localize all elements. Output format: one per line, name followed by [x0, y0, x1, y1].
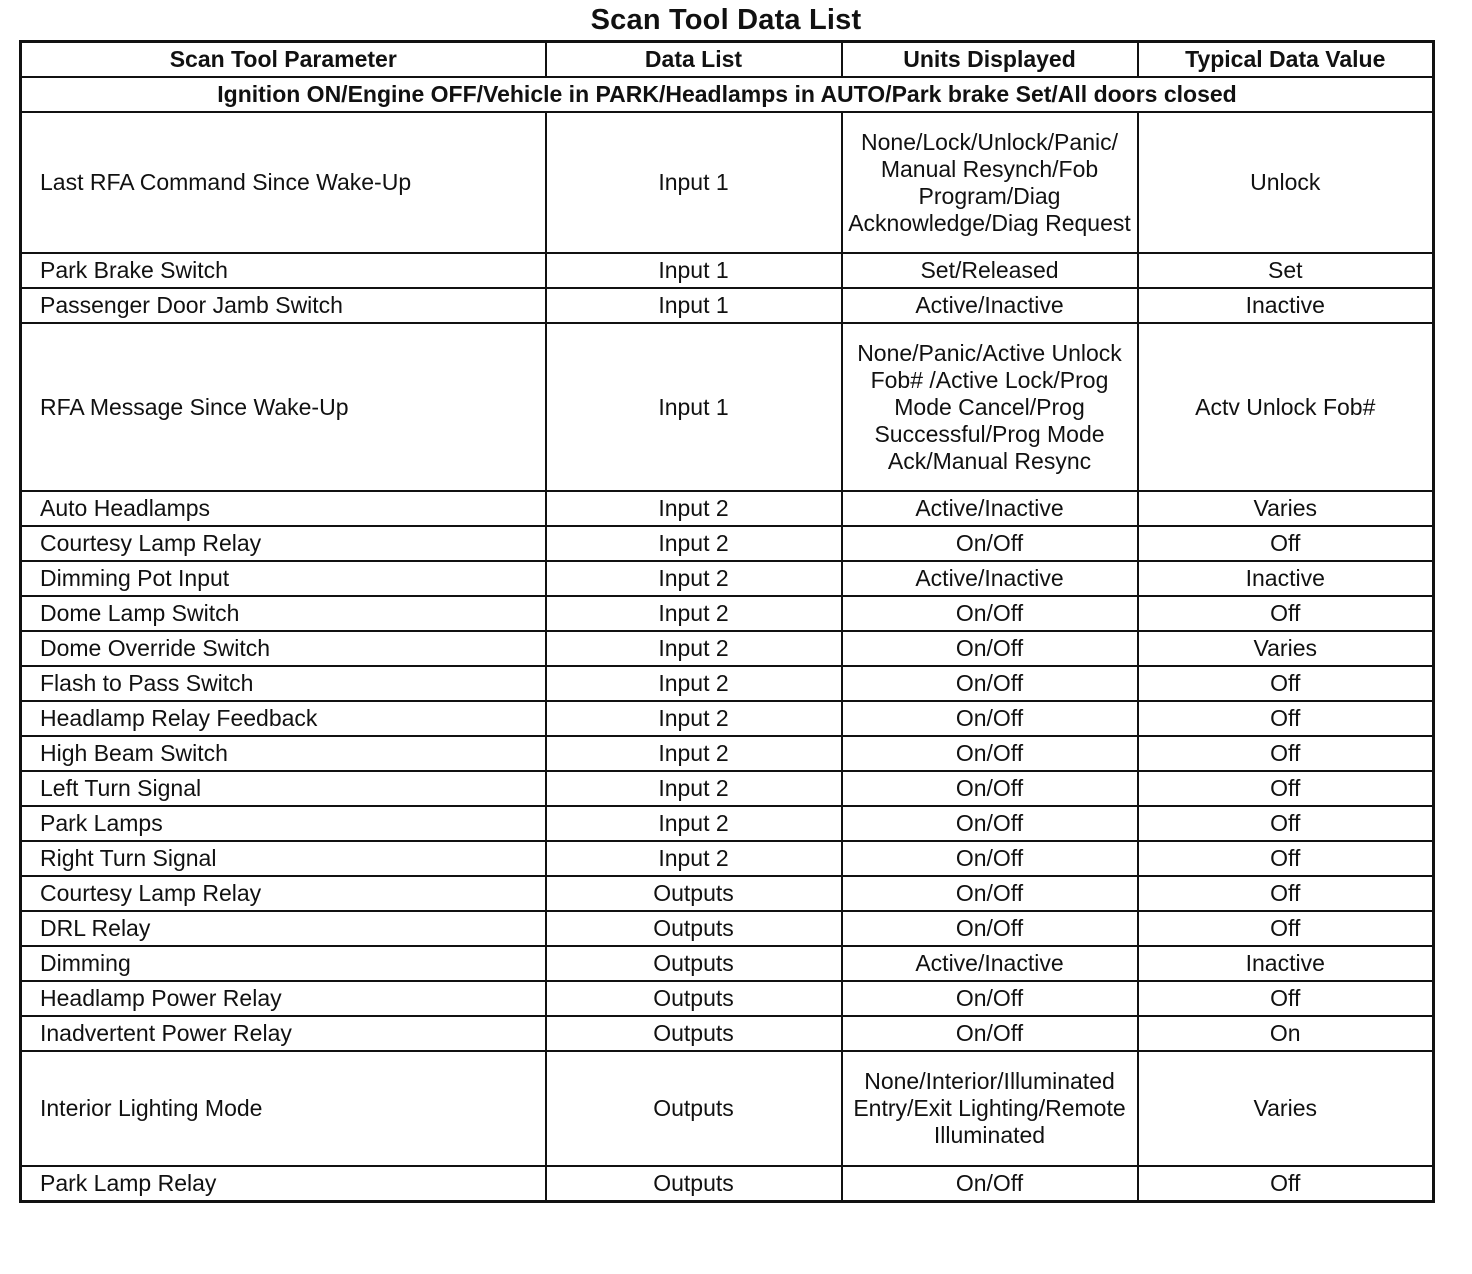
units-cell: On/Off: [842, 1016, 1138, 1051]
typical-value-cell: Varies: [1138, 1051, 1434, 1166]
table-row: [21, 876, 1434, 911]
parameter-cell: Flash to Pass Switch: [21, 666, 546, 701]
units-cell: On/Off: [842, 841, 1138, 876]
parameter-cell: Park Lamps: [21, 806, 546, 841]
data-list-cell: Outputs: [546, 1166, 842, 1202]
units-cell: Active/Inactive: [842, 561, 1138, 596]
parameter-cell: Dome Lamp Switch: [21, 596, 546, 631]
typical-value-cell: Set: [1138, 253, 1434, 288]
data-list-cell: Input 2: [546, 841, 842, 876]
units-cell: Active/Inactive: [842, 946, 1138, 981]
data-list-cell: Input 1: [546, 288, 842, 323]
parameter-cell: Left Turn Signal: [21, 771, 546, 806]
parameter-cell: Courtesy Lamp Relay: [21, 876, 546, 911]
table-row: [21, 491, 1434, 526]
units-cell: On/Off: [842, 806, 1138, 841]
parameter-cell: Courtesy Lamp Relay: [21, 526, 546, 561]
typical-value-cell: Inactive: [1138, 288, 1434, 323]
parameter-cell: Dimming: [21, 946, 546, 981]
header-row: [21, 42, 1434, 78]
data-list-cell: Outputs: [546, 981, 842, 1016]
data-list-cell: Input 2: [546, 561, 842, 596]
test-conditions: Ignition ON/Engine OFF/Vehicle in PARK/Headlamps in AUTO/Park brake Set/All doors closed: [21, 77, 1434, 112]
parameter-cell: Dimming Pot Input: [21, 561, 546, 596]
units-cell: Active/Inactive: [842, 288, 1138, 323]
typical-value-cell: On: [1138, 1016, 1434, 1051]
units-cell: On/Off: [842, 736, 1138, 771]
typical-value-cell: Off: [1138, 701, 1434, 736]
parameter-cell: Inadvertent Power Relay: [21, 1016, 546, 1051]
parameter-cell: Auto Headlamps: [21, 491, 546, 526]
typical-value-cell: Varies: [1138, 491, 1434, 526]
parameter-cell: Park Brake Switch: [21, 253, 546, 288]
data-list-cell: Input 2: [546, 491, 842, 526]
table-row: [21, 981, 1434, 1016]
units-cell: Set/Released: [842, 253, 1138, 288]
table-row: [21, 596, 1434, 631]
table-row: [21, 1051, 1434, 1166]
parameter-cell: Dome Override Switch: [21, 631, 546, 666]
data-list-cell: Input 2: [546, 596, 842, 631]
typical-value-cell: Actv Unlock Fob#: [1138, 323, 1434, 491]
units-cell: On/Off: [842, 911, 1138, 946]
units-cell: On/Off: [842, 596, 1138, 631]
data-list-cell: Outputs: [546, 1051, 842, 1166]
data-list-cell: Input 2: [546, 701, 842, 736]
table-row: [21, 701, 1434, 736]
table-row: [21, 911, 1434, 946]
data-list-cell: Input 2: [546, 736, 842, 771]
data-list-cell: Outputs: [546, 911, 842, 946]
units-cell: On/Off: [842, 1166, 1138, 1202]
units-cell: None/Panic/Active Unlock Fob# /Active Lock/Prog Mode Cancel/Prog Successful/Prog Mode Ack/Manual Resync: [842, 323, 1138, 491]
parameter-cell: RFA Message Since Wake-Up: [21, 323, 546, 491]
typical-value-cell: Unlock: [1138, 112, 1434, 253]
typical-value-cell: Off: [1138, 596, 1434, 631]
data-list-cell: Input 1: [546, 112, 842, 253]
data-list-cell: Input 2: [546, 666, 842, 701]
data-list-cell: Input 2: [546, 806, 842, 841]
typical-value-cell: Off: [1138, 911, 1434, 946]
typical-value-cell: Off: [1138, 666, 1434, 701]
table-row: [21, 323, 1434, 491]
typical-value-cell: Off: [1138, 806, 1434, 841]
table-row: [21, 771, 1434, 806]
data-list-cell: Input 1: [546, 323, 842, 491]
data-list-cell: Outputs: [546, 876, 842, 911]
typical-value-cell: Off: [1138, 771, 1434, 806]
table-row: [21, 1016, 1434, 1051]
units-cell: None/Interior/Illuminated Entry/Exit Lighting/Remote Illuminated: [842, 1051, 1138, 1166]
units-cell: On/Off: [842, 666, 1138, 701]
units-cell: On/Off: [842, 771, 1138, 806]
units-cell: On/Off: [842, 631, 1138, 666]
table-row: [21, 526, 1434, 561]
parameter-cell: DRL Relay: [21, 911, 546, 946]
typical-value-cell: Inactive: [1138, 561, 1434, 596]
typical-value-cell: Off: [1138, 876, 1434, 911]
condition-row: [21, 77, 1434, 112]
units-cell: On/Off: [842, 876, 1138, 911]
units-cell: On/Off: [842, 526, 1138, 561]
parameter-cell: High Beam Switch: [21, 736, 546, 771]
data-list-cell: Input 2: [546, 771, 842, 806]
units-cell: On/Off: [842, 981, 1138, 1016]
table-row: [21, 112, 1434, 253]
table-row: [21, 631, 1434, 666]
typical-value-cell: Inactive: [1138, 946, 1434, 981]
data-list-cell: Input 2: [546, 631, 842, 666]
header-parameter: Scan Tool Parameter: [21, 42, 546, 78]
typical-value-cell: Off: [1138, 1166, 1434, 1202]
parameter-cell: Headlamp Relay Feedback: [21, 701, 546, 736]
units-cell: On/Off: [842, 701, 1138, 736]
data-list-cell: Input 1: [546, 253, 842, 288]
data-list-cell: Outputs: [546, 1016, 842, 1051]
table-row: [21, 666, 1434, 701]
units-cell: Active/Inactive: [842, 491, 1138, 526]
typical-value-cell: Off: [1138, 736, 1434, 771]
table-row: [21, 253, 1434, 288]
data-list-cell: Outputs: [546, 946, 842, 981]
scan-tool-data-table: [19, 40, 1435, 1203]
typical-value-cell: Off: [1138, 841, 1434, 876]
table-row: [21, 806, 1434, 841]
typical-value-cell: Varies: [1138, 631, 1434, 666]
table-row: [21, 841, 1434, 876]
parameter-cell: Passenger Door Jamb Switch: [21, 288, 546, 323]
table-row: [21, 1166, 1434, 1202]
data-list-cell: Input 2: [546, 526, 842, 561]
table-row: [21, 736, 1434, 771]
page-title: Scan Tool Data List: [590, 4, 862, 36]
units-cell: None/Lock/Unlock/Panic/ Manual Resynch/Fob Program/Diag Acknowledge/Diag Request: [842, 112, 1138, 253]
typical-value-cell: Off: [1138, 526, 1434, 561]
header-typical-value: Typical Data Value: [1138, 42, 1434, 78]
parameter-cell: Park Lamp Relay: [21, 1166, 546, 1202]
typical-value-cell: Off: [1138, 981, 1434, 1016]
header-data-list: Data List: [546, 42, 842, 78]
parameter-cell: Headlamp Power Relay: [21, 981, 546, 1016]
header-units: Units Displayed: [842, 42, 1138, 78]
parameter-cell: Right Turn Signal: [21, 841, 546, 876]
table-row: [21, 561, 1434, 596]
table-row: [21, 946, 1434, 981]
table-row: [21, 288, 1434, 323]
parameter-cell: Interior Lighting Mode: [21, 1051, 546, 1166]
parameter-cell: Last RFA Command Since Wake-Up: [21, 112, 546, 253]
